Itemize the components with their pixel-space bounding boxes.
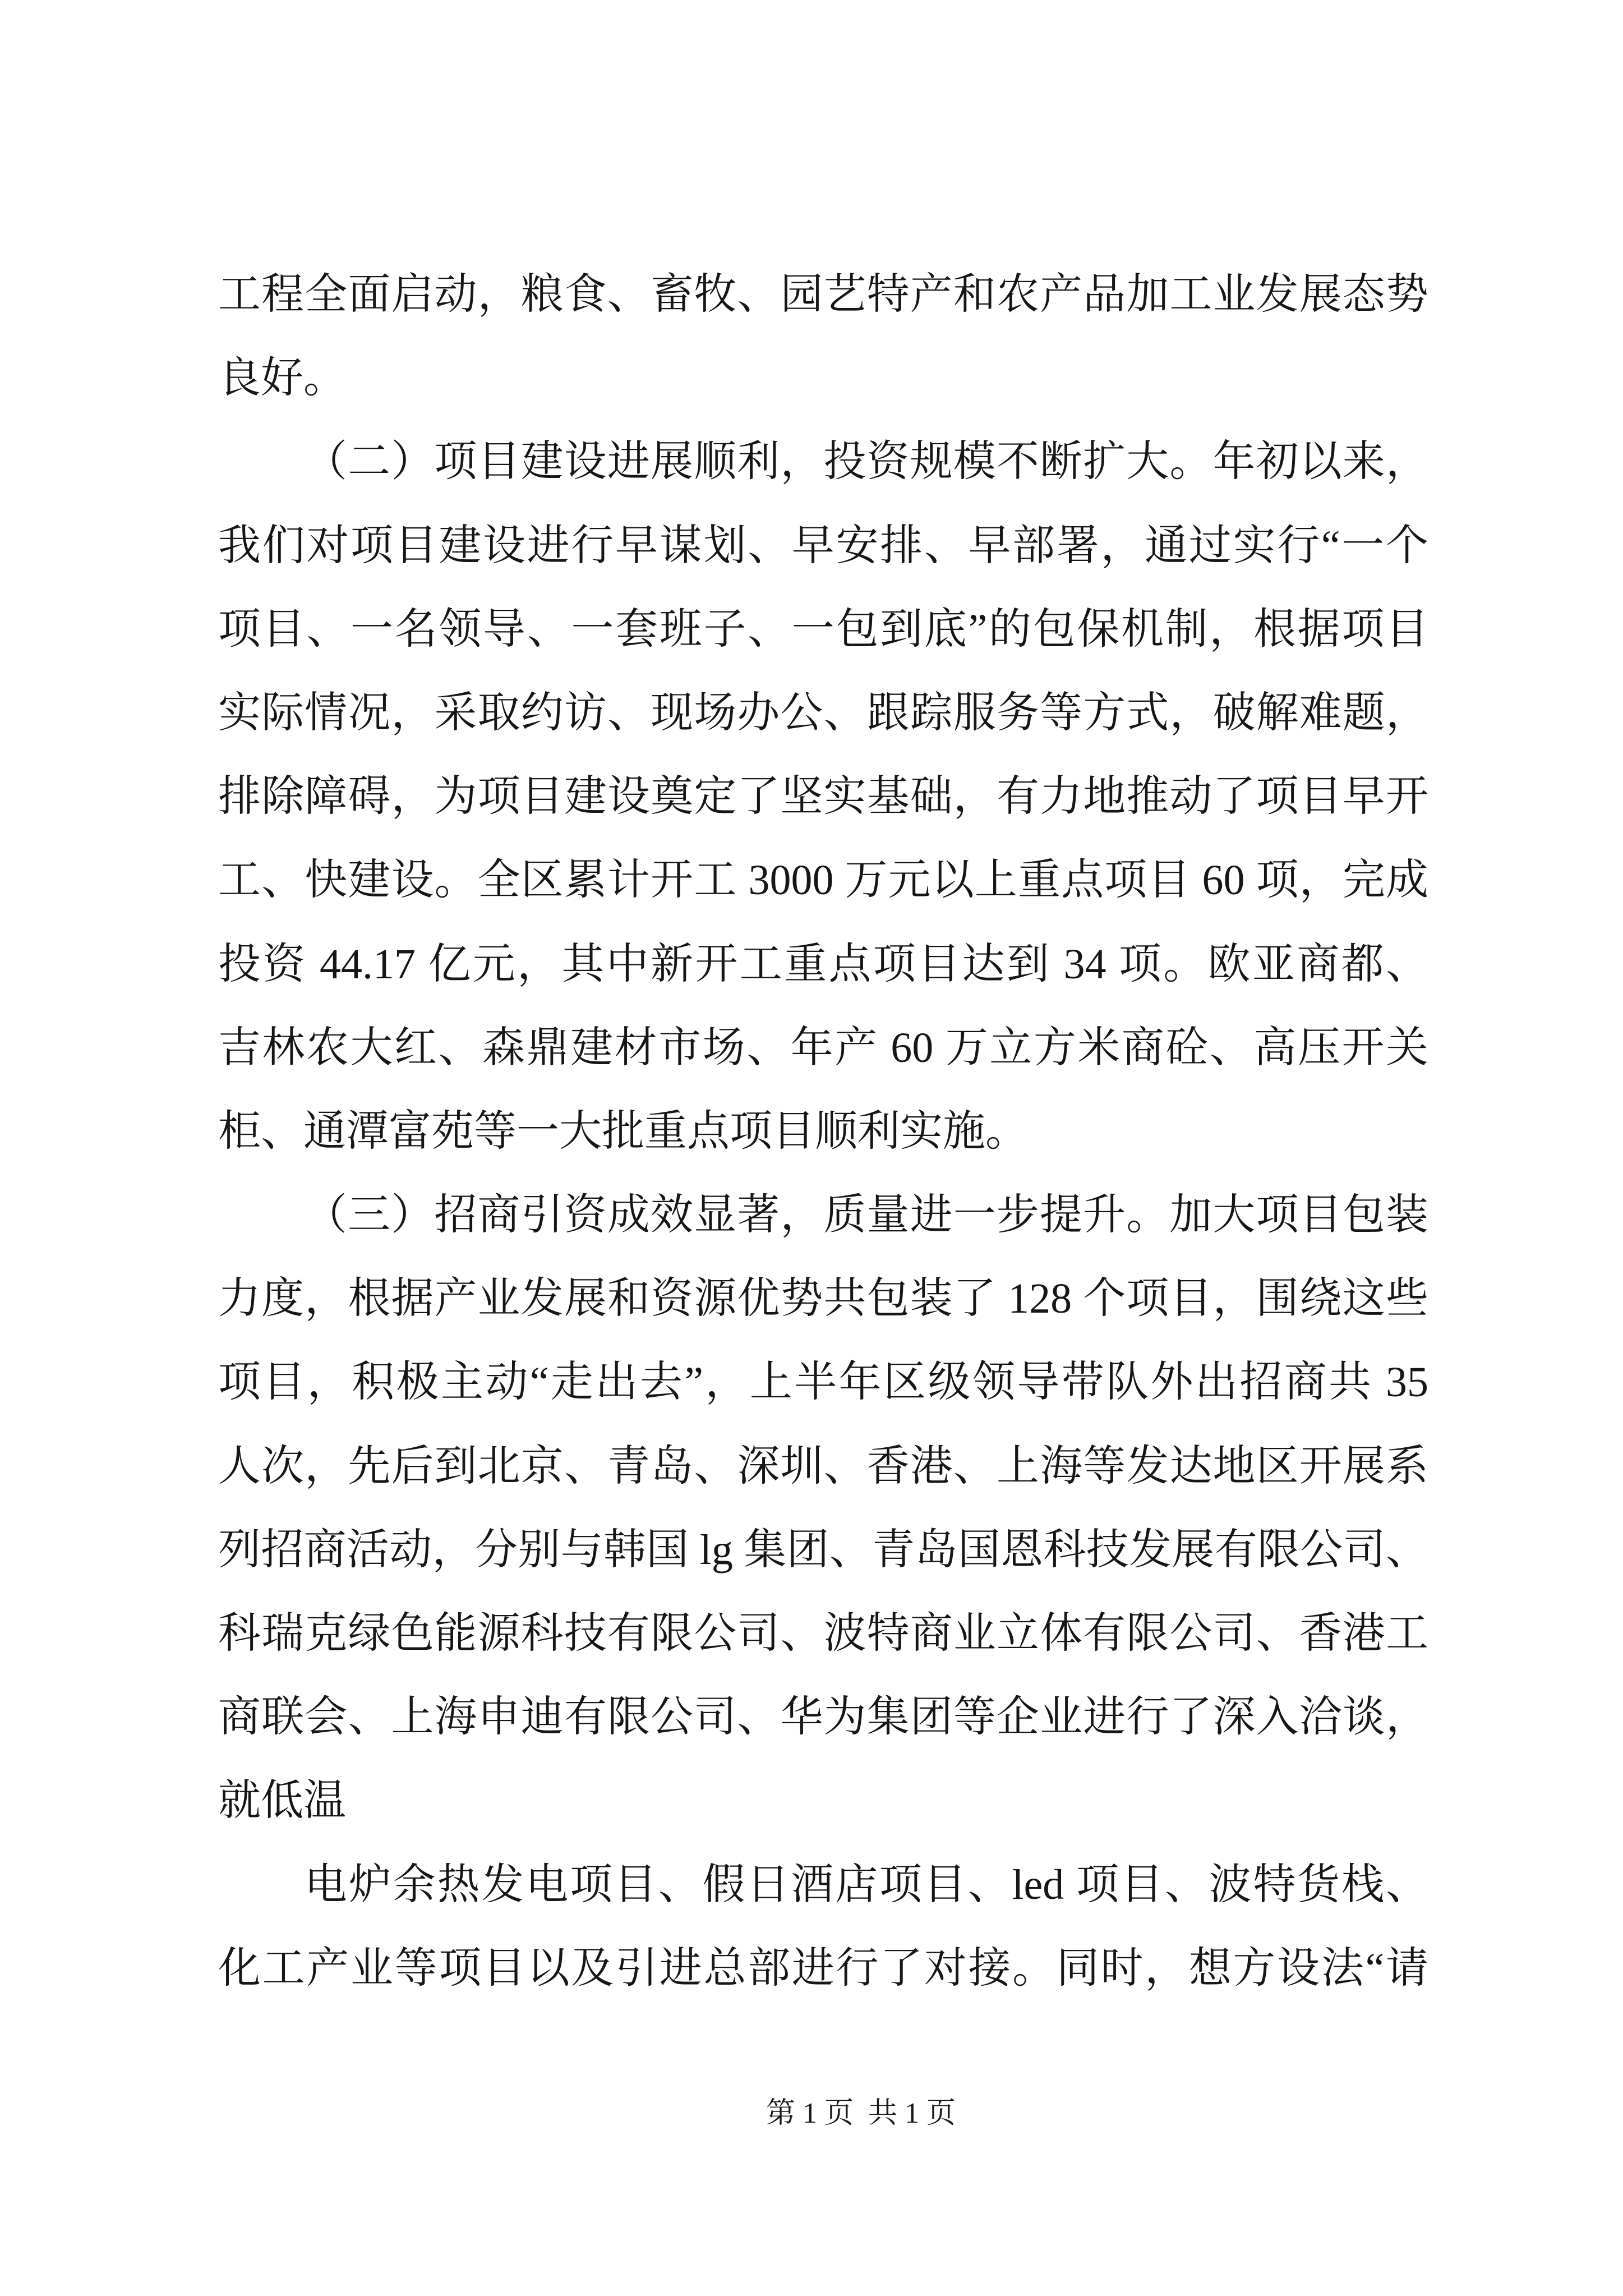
body-text-line: 列招商活动，分别与韩国 lg 集团、青岛国恩科技发展有限公司、	[218, 1526, 1428, 1573]
body-text	[218, 253, 1428, 2010]
body-text-line: 力度，根据产业发展和资源优势共包装了 128 个项目，围绕这些	[218, 1275, 1428, 1323]
body-text-line: （三）招商引资成效显著，质量进一步提升。加大项目包装	[305, 1191, 1428, 1239]
page-footer: 第 1 页 共 1 页	[766, 2097, 956, 2129]
body-text-line: 就低温	[218, 1777, 346, 1825]
paragraph	[218, 253, 1428, 420]
body-text-line: 柜、通潭富苑等一大批重点项目顺利实施。	[218, 1107, 1028, 1155]
body-text-line: （二）项目建设进展顺利，投资规模不断扩大。年初以来，	[305, 438, 1428, 486]
body-text-line: 实际情况，采取约访、现场办公、跟踪服务等方式，破解难题，	[218, 689, 1428, 737]
body-text-line: 科瑞克绿色能源科技有限公司、波特商业立体有限公司、香港工	[218, 1610, 1428, 1657]
body-text-line: 化工产业等项目以及引进总部进行了对接。同时，想方设法“请	[218, 1944, 1428, 1992]
body-text-line: 吉林农大红、森鼎建材市场、年产 60 万立方米商砼、高压开关	[218, 1024, 1428, 1071]
paragraph	[218, 1174, 1428, 1843]
paragraph	[218, 420, 1428, 1174]
body-text-line: 项目、一名领导、一套班子、一包到底”的包保机制，根据项目	[218, 605, 1428, 653]
body-text-line: 排除障碍，为项目建设奠定了坚实基础，有力地推动了项目早开	[218, 773, 1428, 821]
body-text-line: 电炉余热发电项目、假日酒店项目、led 项目、波特货栈、	[305, 1861, 1428, 1908]
body-text-line: 工程全面启动，粮食、畜牧、园艺特产和农产品加工业发展态势	[218, 271, 1428, 318]
body-text-line: 投资 44.17 亿元，其中新开工重点项目达到 34 项。欧亚商都、	[218, 940, 1428, 988]
body-text-line: 良好。	[218, 355, 346, 402]
body-text-line: 商联会、上海申迪有限公司、华为集团等企业进行了深入洽谈，	[218, 1694, 1428, 1741]
body-text-line: 项目，积极主动“走出去”，上半年区级领导带队外出招商共 35	[218, 1359, 1428, 1406]
body-text-line: 我们对项目建设进行早谋划、早安排、早部署，通过实行“一个	[218, 522, 1428, 569]
paragraph	[218, 1843, 1428, 2010]
body-text-line: 人次，先后到北京、青岛、深圳、香港、上海等发达地区开展系	[218, 1442, 1428, 1490]
body-text-line: 工、快建设。全区累计开工 3000 万元以上重点项目 60 项，完成	[218, 857, 1428, 904]
